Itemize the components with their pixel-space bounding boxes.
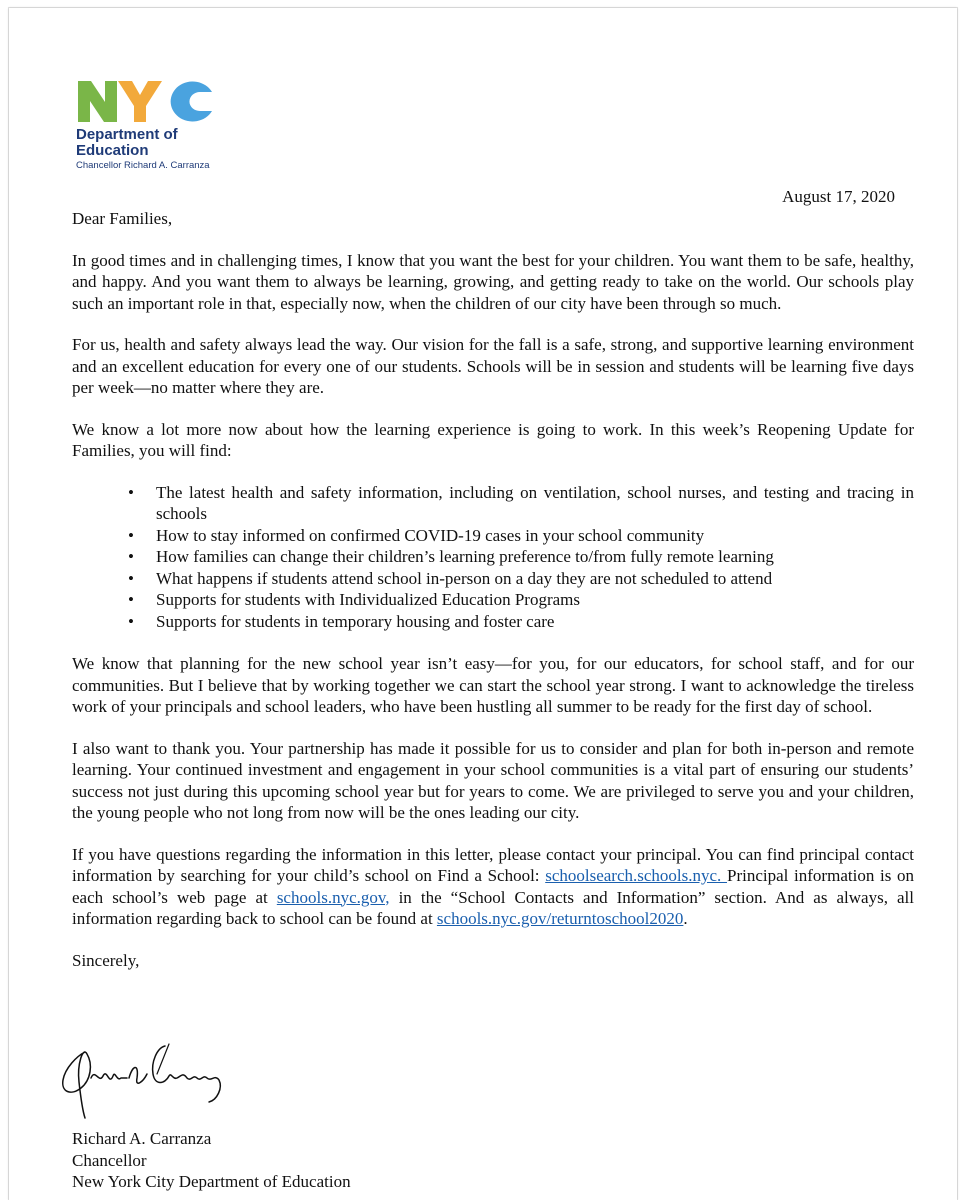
contact-text-4: . [683,909,688,928]
contact-text-3: in the “School Contacts and Information” section. And as always, all information regarding back to school can be found at [72,887,914,928]
letter-page [9,8,957,1200]
salutation: Dear Families, [72,209,173,228]
signer-title: Chancellor [72,1150,147,1170]
signer-block [72,1128,351,1193]
contact-text-2: Principal information is on each school’s web page at [72,866,915,907]
list-item: • Supports for students in temporary housing and foster care [156,611,914,633]
letter-body [72,208,914,991]
letter-date: August 17, 2020 [782,187,895,206]
paragraph-5: I also want to thank you. Your partnership has made it possible for us to consider and plan for both in-person and remote learning. Your continued investment and engagement in your school communities is a vital part of ensuring our students’ success not just during this upcoming school year but for years to come. We are privileged to serve you and your children, the young people who not long from now will be the ones leading our city. [72,738,914,822]
list-item: • Supports for students with Individualized Education Programs [156,589,914,611]
paragraph-4: We know that planning for the new school year isn’t easy—for you, for our educators, for school staff, and for our communities. But I believe that by working together we can start the school year strong. I want to acknowledge the tireless work of your principals and school leaders, who have been hustling all summer to be ready for the first day of school. [72,654,914,716]
signer-organization: New York City Department of Education [72,1172,351,1191]
list-item: • What happens if students attend school in-person on a day they are not scheduled to attend [156,568,914,590]
paragraph-3: We know a lot more now about how the learning experience is going to work. In this week’s Reopening Update for Families, you will find: [72,419,914,460]
list-item: • How to stay informed on confirmed COVID-19 cases in your school community [156,525,914,547]
handwritten-signature [57,1034,237,1124]
return-to-school-link[interactable]: schools.nyc.gov/returntoschool2020 [436,909,684,928]
paragraph-contact [72,844,914,930]
contact-text-1: If you have questions regarding the information in this letter, please contact your principal. You can find principal contact information by searching for your child’s school on Find a School: [72,844,914,885]
nyc-doe-logo [76,78,236,172]
closing: Sincerely, [72,950,140,970]
logo-department: Department of Education [76,126,178,159]
find-a-school-link[interactable]: schoolsearch.schools.nyc. [545,866,727,885]
logo-chancellor: Chancellor Richard A. Carranza [76,160,210,171]
list-item: • How families can change their children’s learning preference to/from fully remote learning [156,546,914,568]
update-list [72,482,914,633]
nyc-wordmark [76,78,216,124]
list-item: • The latest health and safety information, including on ventilation, school nurses, and testing and tracing in schools [156,482,914,525]
signer-name: Richard A. Carranza [72,1129,212,1148]
paragraph-1: In good times and in challenging times, I know that you want the best for your children. You want them to be safe, healthy, and happy. And you want them to always be learning, growing, and getting ready to take on the world. Our schools play such an important role in that, especially now, when the children of our city have been through so much. [72,250,914,313]
paragraph-2: For us, health and safety always lead the way. Our vision for the fall is a safe, strong, and supportive learning environment and an excellent education for every one of our students. Schools will be in session and students will be learning five days per week—no matter where they are. [72,335,914,397]
schools-nyc-gov-link[interactable]: schools.nyc.gov, [276,887,390,907]
